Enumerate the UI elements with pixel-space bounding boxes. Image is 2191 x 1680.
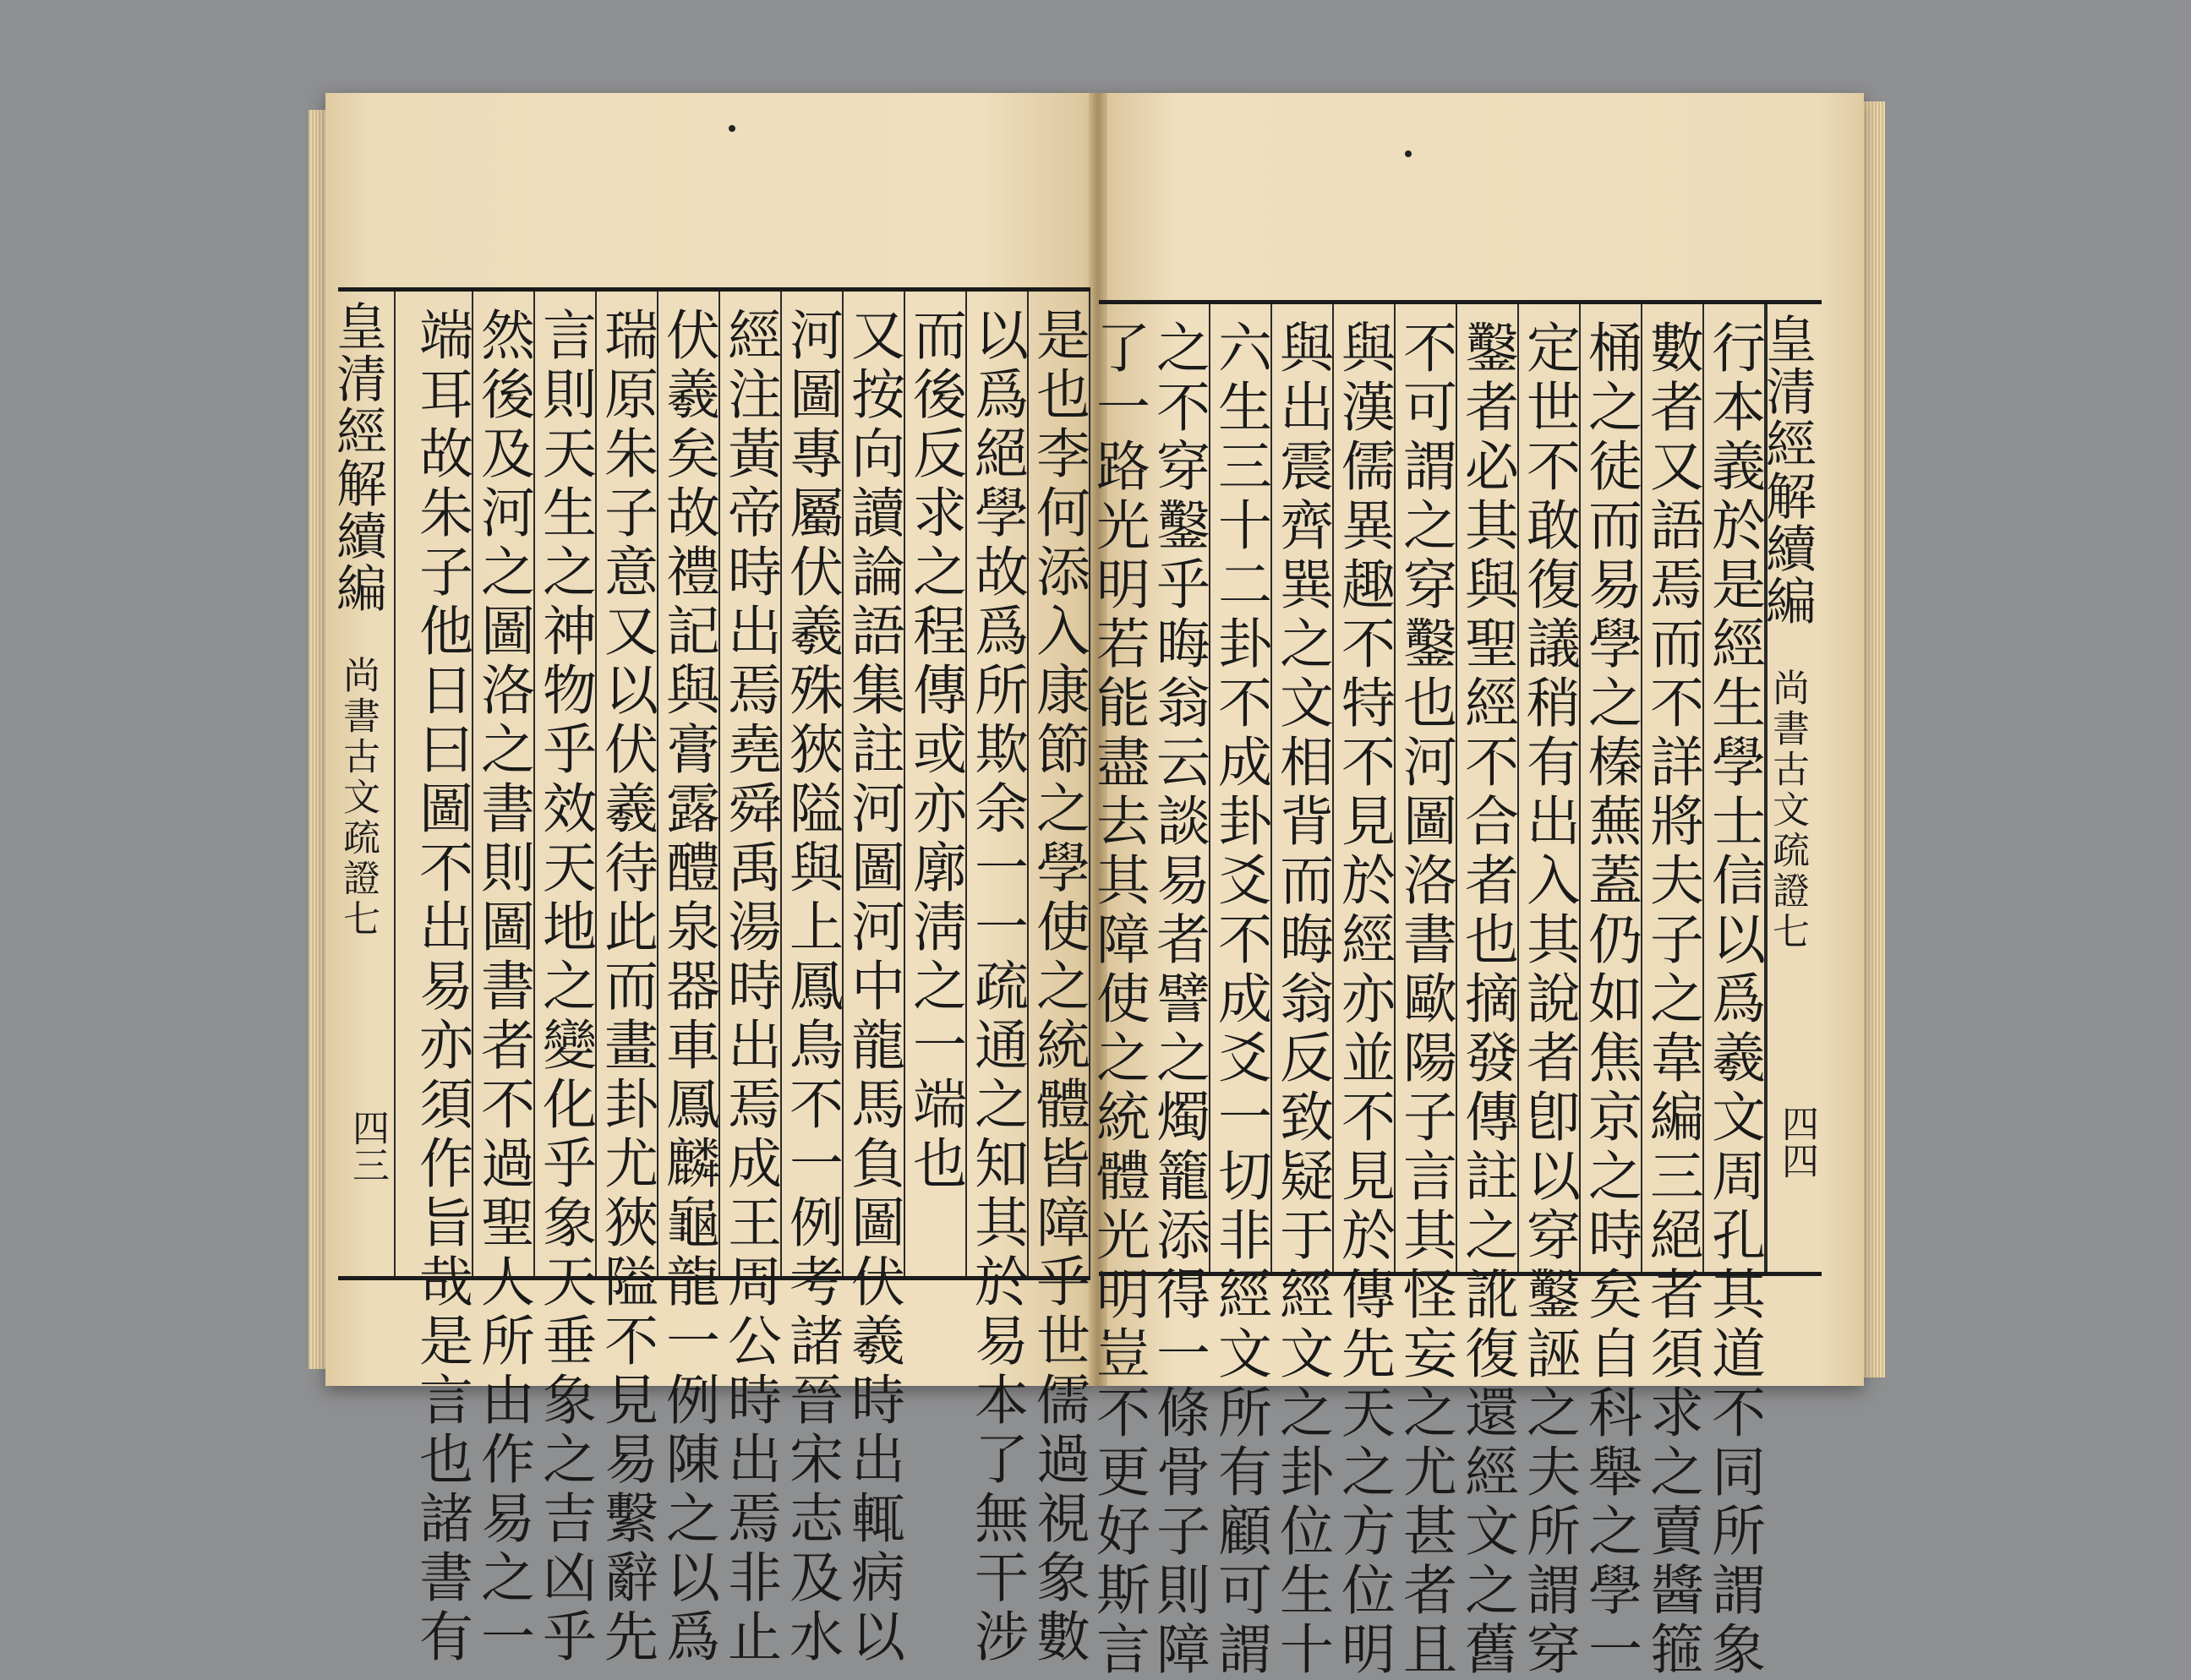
text-column: 行本義於是經生學士信以爲羲文周孔其道不同所謂象	[1704, 304, 1766, 1272]
text-column: 瑞原朱子意又以伏羲待此而畫卦尤狹隘不見易繫辭先	[597, 292, 658, 1276]
text-column: 言則天生之神物乎效天地之變化乎象天垂象之吉凶乎	[535, 292, 597, 1276]
ink-spot	[729, 125, 735, 132]
text-column: 了一路光明若能盡去其障使之統體光明豈不更好斯言	[1087, 319, 1150, 1680]
left-margin-column	[328, 292, 396, 1276]
text-column: 與出震齊巽之文相背而晦翁反致疑于經文之卦位生十	[1272, 304, 1334, 1272]
text-column: 經注黃帝時出焉堯舜禹湯時出焉成王周公時出焉非止	[720, 292, 782, 1276]
text-column: 六生三十二卦不成卦爻不成爻一切非經文所有顧可謂	[1210, 304, 1272, 1272]
text-column: 之不穿鑿乎晦翁云談易者譬之燭籠添得一條骨子則障	[1149, 304, 1210, 1272]
text-column: 而後反求之程傳或亦廓淸之一端也	[905, 292, 967, 1276]
text-column: 然後及河之圖洛之書則圖書者不過聖人所由作易之一	[473, 292, 535, 1276]
text-column: 數者又語焉而不詳將夫子之韋編三絕者須求之賣醬箍	[1642, 304, 1704, 1272]
page-number: 四四	[1775, 1105, 1818, 1179]
page-number: 四三	[346, 1109, 389, 1183]
text-column: 不可謂之穿鑿也河圖洛書歐陽子言其怪妄之尤甚者且	[1396, 304, 1457, 1272]
text-column: 定世不敢復議稍有出入其說者卽以穿鑿誣之夫所謂穿	[1519, 304, 1581, 1272]
text-column: 以爲絕學故爲所欺余一一疏通之知其於易本了無干涉	[967, 292, 1029, 1276]
text-column: 伏羲矣故禮記與膏露醴泉器車鳳麟龜龍一例陳之以爲	[658, 292, 720, 1276]
text-column: 是也李何添入康節之學使之統體皆障乎世儒過視象數	[1029, 292, 1090, 1276]
text-column: 與漢儒異趣不特不見於經亦並不見於傳先天之方位明	[1334, 304, 1396, 1272]
right-text-block	[1087, 300, 1822, 1680]
collection-title: 皇清經解續編	[1757, 313, 1817, 627]
collection-title: 皇清經解續編	[328, 300, 387, 614]
text-column: 河圖專屬伏羲殊狹隘與上鳳鳥不一例考諸晉宋志及水	[782, 292, 844, 1276]
text-column: 鑿者必其與聖經不合者也摘發傳註之訛復還經文之舊	[1457, 304, 1519, 1272]
text-column: 桶之徒而易學之榛蕪蓋仍如焦京之時矣自科舉之學一	[1581, 304, 1642, 1272]
chapter-title: 尚書古文疏證七	[336, 656, 380, 940]
right-margin-column	[1757, 304, 1823, 1272]
chapter-title: 尚書古文疏證七	[1766, 668, 1809, 952]
ink-spot	[1405, 150, 1412, 157]
text-column: 端耳故朱子他日曰圖不出易亦須作旨哉是言也諸書有	[412, 292, 473, 1276]
left-text-block	[328, 287, 1090, 1667]
text-column: 又按向讀論語集註河圖河中龍馬負圖伏羲時出輒病以	[844, 292, 905, 1276]
